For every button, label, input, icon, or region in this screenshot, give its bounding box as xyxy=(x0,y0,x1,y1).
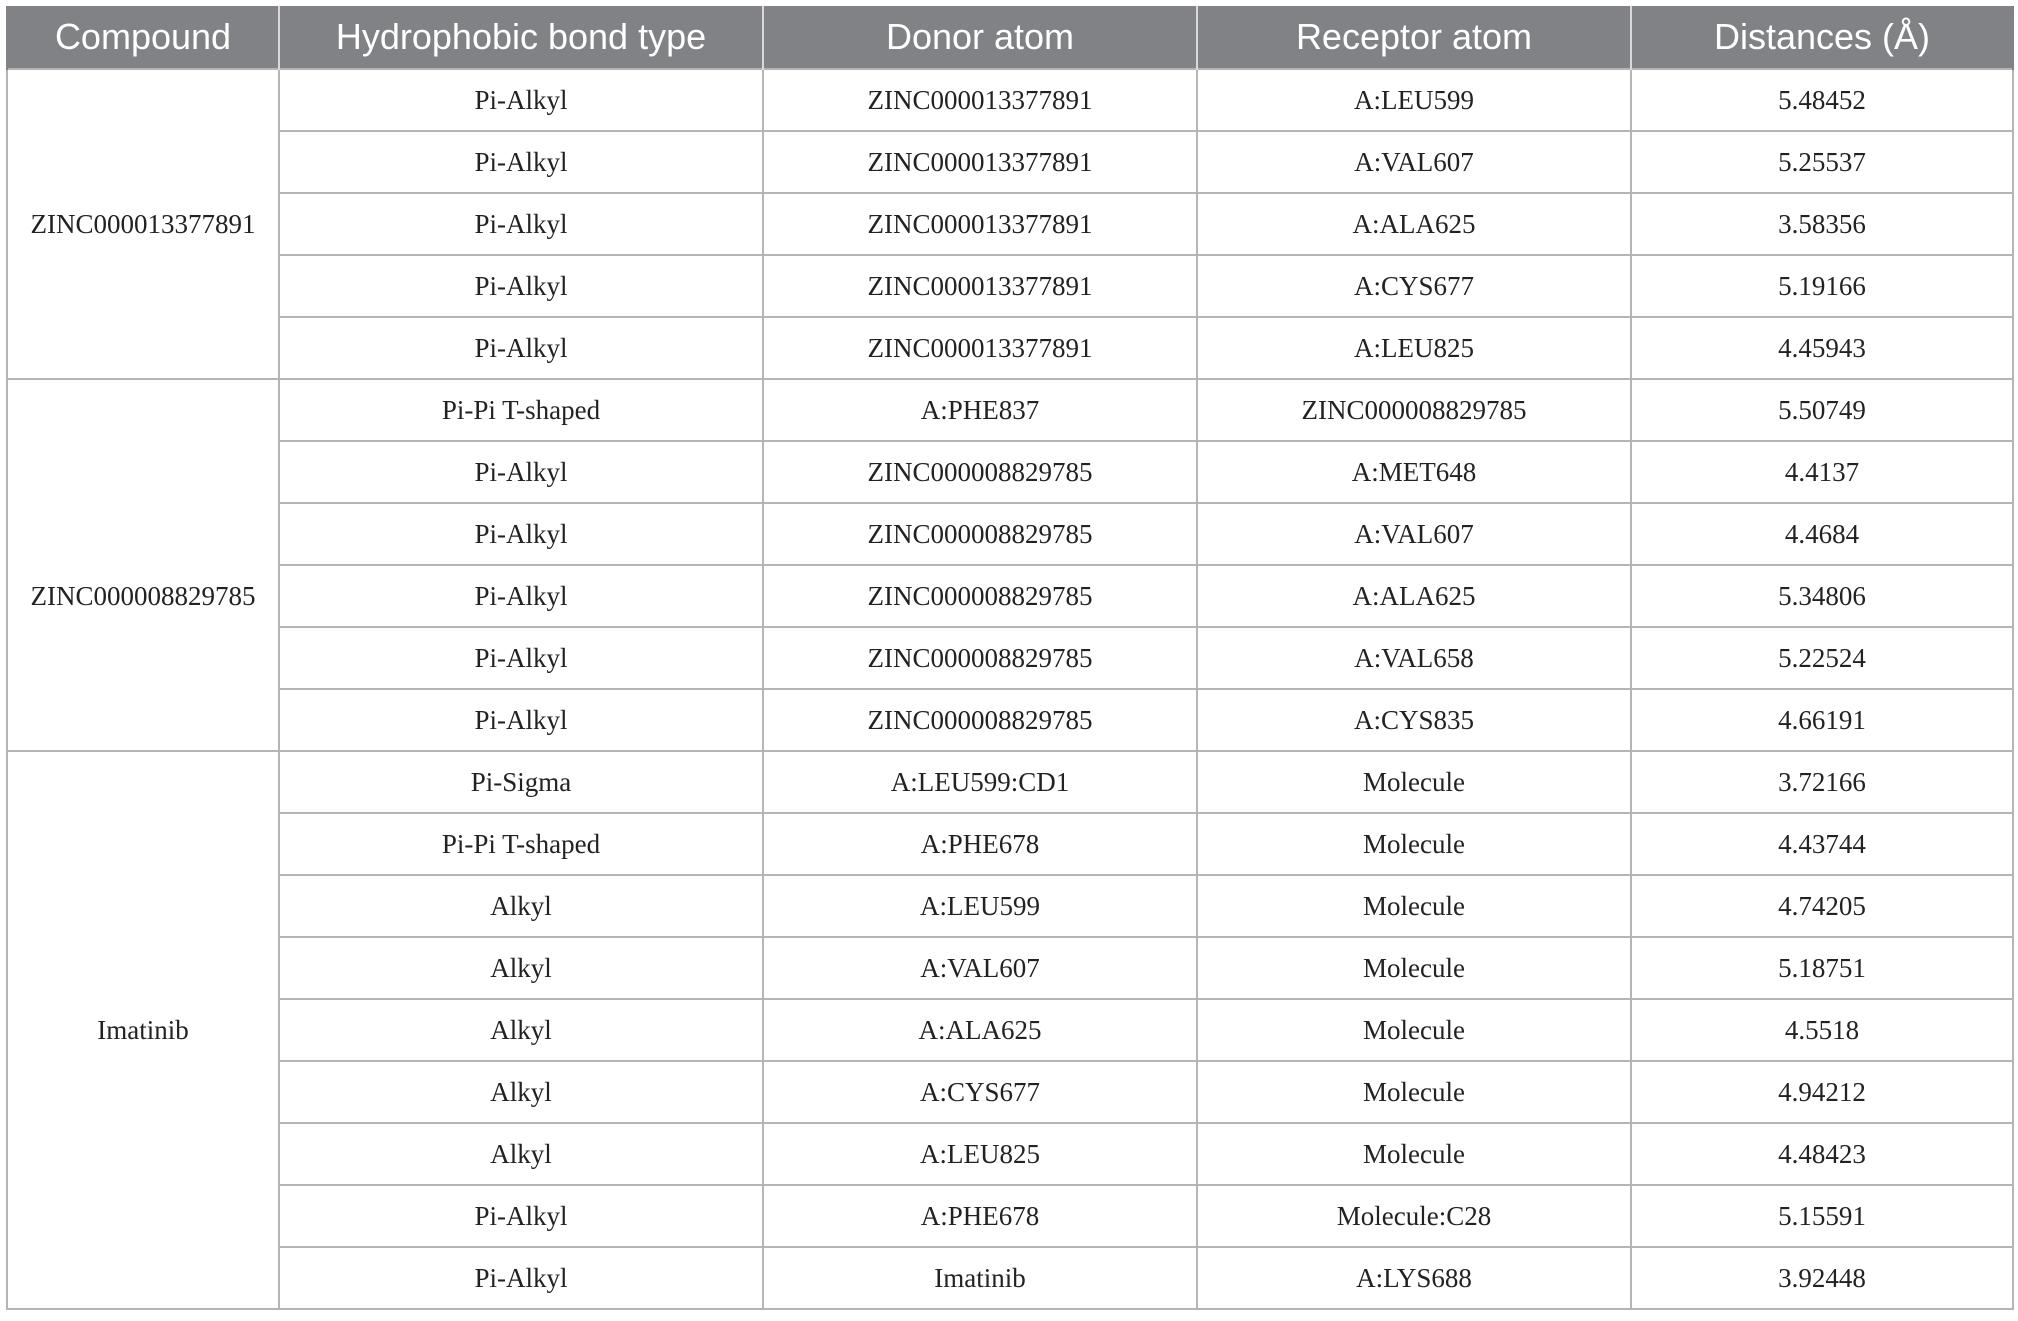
cell-bond-type: Pi-Pi T-shaped xyxy=(279,379,763,441)
cell-distance: 5.34806 xyxy=(1631,565,2013,627)
cell-donor: A:PHE837 xyxy=(763,379,1197,441)
cell-bond-type: Pi-Alkyl xyxy=(279,565,763,627)
table-row xyxy=(7,1061,2013,1123)
cell-receptor: A:LYS688 xyxy=(1197,1247,1631,1309)
cell-compound xyxy=(7,751,279,813)
cell-distance: 4.48423 xyxy=(1631,1123,2013,1185)
cell-receptor: A:VAL658 xyxy=(1197,627,1631,689)
cell-distance: 5.48452 xyxy=(1631,69,2013,131)
cell-receptor: Molecule xyxy=(1197,751,1631,813)
cell-compound xyxy=(7,69,279,131)
header-bond-type: Hydrophobic bond type xyxy=(279,6,763,69)
table-row xyxy=(7,317,2013,379)
cell-receptor: ZINC000008829785 xyxy=(1197,379,1631,441)
cell-receptor: A:ALA625 xyxy=(1197,565,1631,627)
table-row xyxy=(7,503,2013,565)
cell-bond-type: Alkyl xyxy=(279,937,763,999)
cell-bond-type: Pi-Alkyl xyxy=(279,317,763,379)
cell-donor: ZINC000008829785 xyxy=(763,689,1197,751)
cell-receptor: Molecule xyxy=(1197,1123,1631,1185)
cell-donor: ZINC000008829785 xyxy=(763,503,1197,565)
cell-donor: Imatinib xyxy=(763,1247,1197,1309)
header-compound: Compound xyxy=(7,6,279,69)
table-row xyxy=(7,875,2013,937)
cell-donor: A:PHE678 xyxy=(763,813,1197,875)
cell-donor: ZINC000013377891 xyxy=(763,255,1197,317)
cell-bond-type: Pi-Alkyl xyxy=(279,131,763,193)
cell-compound: Imatinib xyxy=(7,999,279,1061)
header-row xyxy=(7,6,2013,69)
cell-compound xyxy=(7,131,279,193)
cell-donor: ZINC000013377891 xyxy=(763,317,1197,379)
cell-compound xyxy=(7,1123,279,1185)
cell-bond-type: Pi-Alkyl xyxy=(279,503,763,565)
table-row xyxy=(7,937,2013,999)
cell-distance: 5.19166 xyxy=(1631,255,2013,317)
cell-receptor: A:VAL607 xyxy=(1197,131,1631,193)
cell-receptor: A:VAL607 xyxy=(1197,503,1631,565)
cell-receptor: Molecule xyxy=(1197,1061,1631,1123)
table-row xyxy=(7,813,2013,875)
cell-donor: ZINC000008829785 xyxy=(763,441,1197,503)
cell-bond-type: Alkyl xyxy=(279,1123,763,1185)
cell-compound xyxy=(7,255,279,317)
cell-bond-type: Pi-Alkyl xyxy=(279,689,763,751)
cell-distance: 5.50749 xyxy=(1631,379,2013,441)
cell-distance: 4.5518 xyxy=(1631,999,2013,1061)
cell-donor: ZINC000008829785 xyxy=(763,627,1197,689)
cell-bond-type: Alkyl xyxy=(279,875,763,937)
cell-distance: 5.18751 xyxy=(1631,937,2013,999)
table-row xyxy=(7,1185,2013,1247)
cell-donor: ZINC000013377891 xyxy=(763,193,1197,255)
cell-distance: 3.72166 xyxy=(1631,751,2013,813)
cell-donor: A:LEU599 xyxy=(763,875,1197,937)
table-row xyxy=(7,999,2013,1061)
table-row xyxy=(7,441,2013,503)
cell-receptor: Molecule xyxy=(1197,875,1631,937)
cell-bond-type: Alkyl xyxy=(279,1061,763,1123)
table-row xyxy=(7,627,2013,689)
table-body xyxy=(7,69,2013,1309)
cell-donor: A:PHE678 xyxy=(763,1185,1197,1247)
header-distances: Distances (Å) xyxy=(1631,6,2013,69)
cell-compound xyxy=(7,1247,279,1309)
cell-donor: A:VAL607 xyxy=(763,937,1197,999)
cell-bond-type: Pi-Alkyl xyxy=(279,1247,763,1309)
table-row xyxy=(7,565,2013,627)
table-row xyxy=(7,751,2013,813)
cell-compound xyxy=(7,317,279,379)
table-row xyxy=(7,689,2013,751)
cell-donor: ZINC000008829785 xyxy=(763,565,1197,627)
cell-distance: 5.25537 xyxy=(1631,131,2013,193)
header-receptor-atom: Receptor atom xyxy=(1197,6,1631,69)
cell-compound xyxy=(7,1061,279,1123)
header-donor-atom: Donor atom xyxy=(763,6,1197,69)
cell-receptor: A:CYS835 xyxy=(1197,689,1631,751)
cell-distance: 4.74205 xyxy=(1631,875,2013,937)
cell-donor: A:LEU599:CD1 xyxy=(763,751,1197,813)
cell-compound xyxy=(7,875,279,937)
cell-compound xyxy=(7,1185,279,1247)
cell-bond-type: Pi-Alkyl xyxy=(279,441,763,503)
cell-donor: A:LEU825 xyxy=(763,1123,1197,1185)
cell-bond-type: Pi-Alkyl xyxy=(279,193,763,255)
cell-donor: ZINC000013377891 xyxy=(763,131,1197,193)
table-row xyxy=(7,131,2013,193)
cell-compound xyxy=(7,689,279,751)
cell-distance: 4.4137 xyxy=(1631,441,2013,503)
cell-compound: ZINC000008829785 xyxy=(7,565,279,627)
cell-distance: 4.66191 xyxy=(1631,689,2013,751)
table-row xyxy=(7,1247,2013,1309)
cell-receptor: Molecule xyxy=(1197,937,1631,999)
cell-receptor: A:CYS677 xyxy=(1197,255,1631,317)
cell-bond-type: Alkyl xyxy=(279,999,763,1061)
cell-bond-type: Pi-Sigma xyxy=(279,751,763,813)
cell-compound xyxy=(7,503,279,565)
cell-distance: 4.43744 xyxy=(1631,813,2013,875)
cell-receptor: Molecule:C28 xyxy=(1197,1185,1631,1247)
cell-receptor: Molecule xyxy=(1197,813,1631,875)
cell-distance: 4.94212 xyxy=(1631,1061,2013,1123)
cell-donor: A:CYS677 xyxy=(763,1061,1197,1123)
table-row xyxy=(7,69,2013,131)
cell-compound xyxy=(7,813,279,875)
cell-receptor: A:MET648 xyxy=(1197,441,1631,503)
cell-receptor: A:LEU599 xyxy=(1197,69,1631,131)
cell-donor: ZINC000013377891 xyxy=(763,69,1197,131)
hydrophobic-bonds-table-container xyxy=(6,6,2012,1310)
cell-distance: 4.4684 xyxy=(1631,503,2013,565)
hydrophobic-bonds-table xyxy=(6,6,2014,1310)
cell-compound xyxy=(7,379,279,441)
cell-bond-type: Pi-Alkyl xyxy=(279,627,763,689)
cell-compound xyxy=(7,441,279,503)
cell-receptor: Molecule xyxy=(1197,999,1631,1061)
cell-distance: 3.58356 xyxy=(1631,193,2013,255)
cell-bond-type: Pi-Alkyl xyxy=(279,1185,763,1247)
cell-distance: 3.92448 xyxy=(1631,1247,2013,1309)
cell-compound xyxy=(7,627,279,689)
table-row xyxy=(7,255,2013,317)
cell-receptor: A:ALA625 xyxy=(1197,193,1631,255)
cell-bond-type: Pi-Alkyl xyxy=(279,69,763,131)
cell-donor: A:ALA625 xyxy=(763,999,1197,1061)
cell-bond-type: Pi-Pi T-shaped xyxy=(279,813,763,875)
cell-compound: ZINC000013377891 xyxy=(7,193,279,255)
cell-distance: 5.22524 xyxy=(1631,627,2013,689)
cell-distance: 5.15591 xyxy=(1631,1185,2013,1247)
table-row xyxy=(7,1123,2013,1185)
cell-compound xyxy=(7,937,279,999)
table-row xyxy=(7,379,2013,441)
table-row xyxy=(7,193,2013,255)
cell-bond-type: Pi-Alkyl xyxy=(279,255,763,317)
cell-distance: 4.45943 xyxy=(1631,317,2013,379)
cell-receptor: A:LEU825 xyxy=(1197,317,1631,379)
